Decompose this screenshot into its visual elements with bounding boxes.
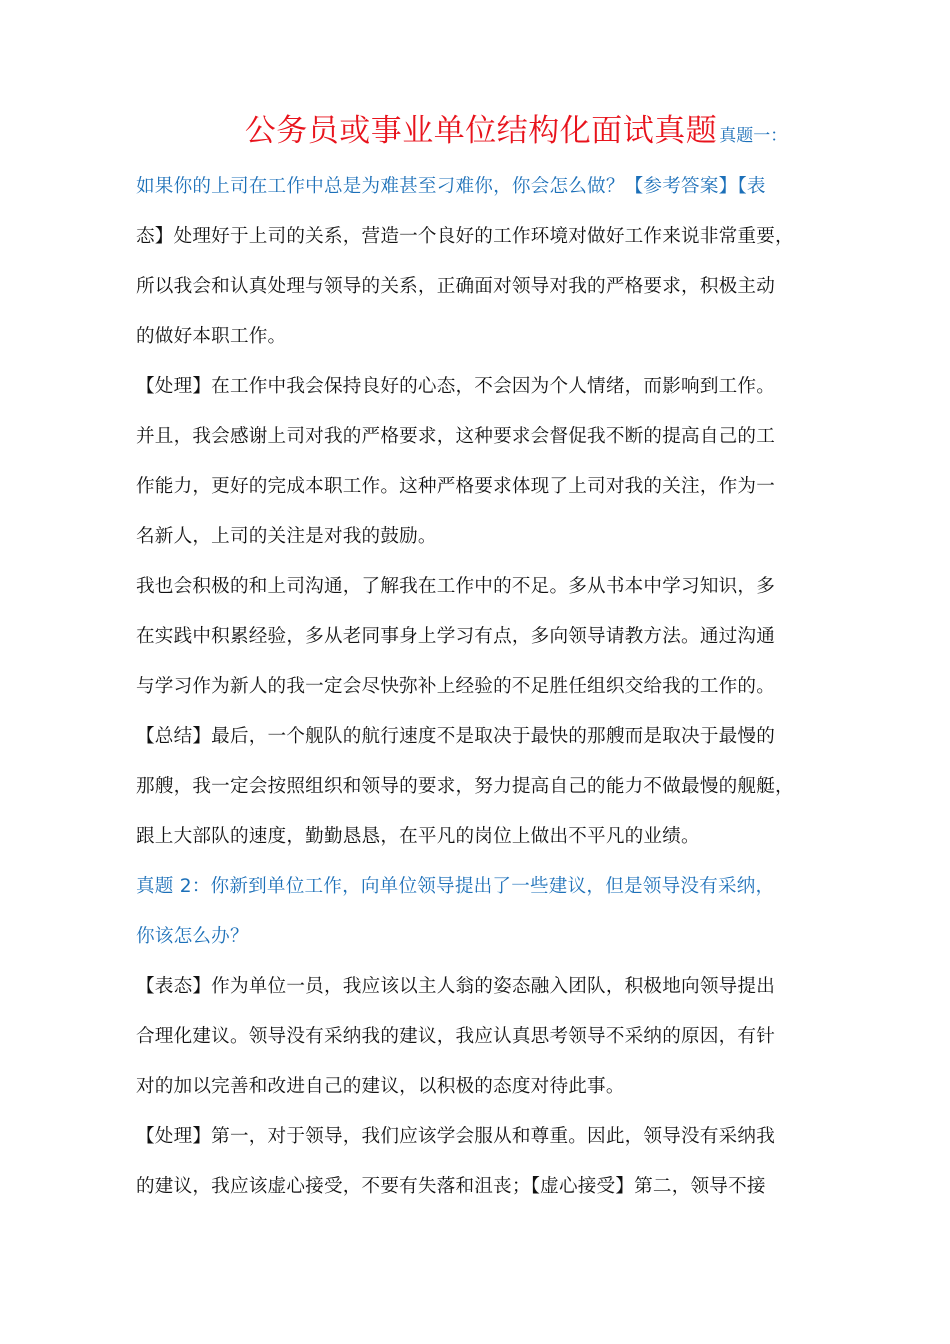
- title-suffix: 真题一：: [719, 126, 788, 146]
- text-line: 【总结】最后，一个舰队的航行速度不是取决于最快的那艘而是取决于最慢的: [136, 726, 775, 747]
- text-line: 合理化建议。领导没有采纳我的建议，我应认真思考领导不采纳的原因，有针: [136, 1026, 775, 1047]
- document-title: [196, 100, 836, 162]
- text-line: 的建议，我应该虚心接受，不要有失落和沮丧；【虚心接受】第二，领导不接: [136, 1176, 766, 1197]
- document-body: [136, 162, 836, 1212]
- text-line: 【表态】作为单位一员，我应该以主人翁的姿态融入团队，积极地向领导提出: [136, 976, 775, 997]
- text-line: 【处理】在工作中我会保持良好的心态，不会因为个人情绪，而影响到工作。: [136, 376, 775, 397]
- text-line: 我也会积极的和上司沟通，了解我在工作中的不足。多从书本中学习知识，多: [136, 576, 775, 597]
- text-line: 你该怎么办？: [136, 926, 249, 947]
- text-line: 如果你的上司在工作中总是为难甚至刁难你，你会怎么做？【参考答案】【表: [136, 176, 766, 197]
- text-line: 名新人，上司的关注是对我的鼓励。: [136, 526, 437, 547]
- text-line: 态】处理好于上司的关系，营造一个良好的工作环境对做好工作来说非常重要，: [136, 226, 794, 247]
- text-line: 所以我会和认真处理与领导的关系，正确面对领导对我的严格要求，积极主动: [136, 276, 775, 297]
- title-main: 公务员或事业单位结构化面试真题: [244, 113, 718, 149]
- text-line: 那艘，我一定会按照组织和领导的要求，努力提高自己的能力不做最慢的舰艇，: [136, 776, 794, 797]
- text-line: 并且，我会感谢上司对我的严格要求，这种要求会督促我不断的提高自己的工: [136, 426, 775, 447]
- text-line: 【处理】第一，对于领导，我们应该学会服从和尊重。因此，领导没有采纳我: [136, 1126, 775, 1147]
- document-page: [136, 100, 836, 1212]
- text-line: 在实践中积累经验，多从老同事身上学习有点，多向领导请教方法。通过沟通: [136, 626, 775, 647]
- text-line: 与学习作为新人的我一定会尽快弥补上经验的不足胜任组织交给我的工作的。: [136, 676, 775, 697]
- text-line: 作能力，更好的完成本职工作。这种严格要求体现了上司对我的关注，作为一: [136, 476, 775, 497]
- text-line: 的做好本职工作。: [136, 326, 287, 347]
- text-line: 对的加以完善和改进自己的建议，以积极的态度对待此事。: [136, 1076, 625, 1097]
- text-line: 真题 2：你新到单位工作，向单位领导提出了一些建议，但是领导没有采纳，: [136, 876, 775, 897]
- text-line: 跟上大部队的速度，勤勤恳恳，在平凡的岗位上做出不平凡的业绩。: [136, 826, 700, 847]
